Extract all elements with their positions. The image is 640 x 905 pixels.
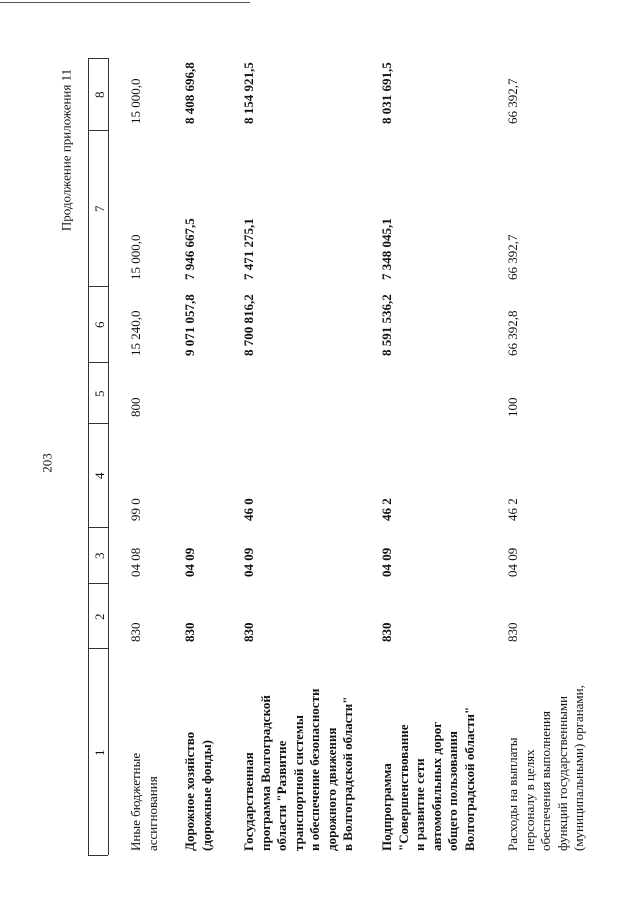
cell-col-6: 8 591 536,2 — [379, 294, 394, 356]
cell-col-6: 66 392,8 — [505, 310, 520, 356]
header-column-separator — [88, 527, 108, 528]
cell-col-7: 7 348 045,1 — [379, 218, 394, 280]
cell-col-3: 04 09 — [505, 547, 520, 577]
header-column-separator — [88, 58, 108, 59]
column-header-8: 8 — [92, 91, 107, 98]
cell-col-7: 7 946 667,5 — [182, 218, 197, 280]
header-column-separator — [88, 648, 108, 649]
cell-col-8: 15 000,0 — [128, 78, 143, 124]
cell-col-4: 46 2 — [505, 498, 520, 521]
header-column-separator — [88, 855, 108, 856]
header-column-separator — [88, 423, 108, 424]
cell-col-6: 9 071 057,8 — [182, 294, 197, 356]
column-header-7: 7 — [92, 205, 107, 212]
cell-col-8: 8 408 696,8 — [182, 62, 197, 124]
header-divider — [108, 58, 109, 855]
header-column-separator — [88, 583, 108, 584]
cell-col-6: 8 700 816,2 — [241, 294, 256, 356]
cell-col-2: 830 — [379, 622, 394, 642]
cell-col-2: 830 — [182, 622, 197, 642]
column-header-6: 6 — [92, 321, 107, 328]
column-header-5: 5 — [92, 390, 107, 397]
cell-col-3: 04 09 — [379, 547, 394, 577]
cell-col-8: 66 392,7 — [505, 78, 520, 124]
cell-col-3: 04 08 — [128, 547, 143, 577]
column-header-3: 3 — [92, 552, 107, 559]
cell-col-4: 99 0 — [128, 498, 143, 521]
row-name: Подпрограмма "Совершенствование и развитие сети автомобильных дорог общего пользования Волгоградской области" — [379, 706, 477, 851]
cell-col-2: 830 — [128, 622, 143, 642]
cell-col-4: 46 0 — [241, 498, 256, 521]
cell-col-7: 66 392,7 — [505, 234, 520, 280]
page-number: 203 — [39, 453, 55, 473]
cell-col-5: 800 — [128, 397, 143, 417]
cell-col-2: 830 — [241, 622, 256, 642]
cell-col-6: 15 240,0 — [128, 310, 143, 356]
cell-col-8: 8 031 691,5 — [379, 62, 394, 124]
cell-col-3: 04 09 — [182, 547, 197, 577]
cell-col-5: 100 — [505, 397, 520, 417]
column-header-2: 2 — [92, 613, 107, 620]
header-column-separator — [88, 286, 108, 287]
row-name: Расходы на выплаты персоналу в целях обеспечения выполнения функций государственными (муниципальными) органами, — [505, 685, 586, 851]
header-column-separator — [88, 362, 108, 363]
cell-col-7: 7 471 275,1 — [241, 218, 256, 280]
cell-col-3: 04 09 — [241, 547, 256, 577]
column-header-4: 4 — [92, 472, 107, 479]
cell-col-8: 8 154 921,5 — [241, 62, 256, 124]
row-name: Государственная программа Волгоградской области "Развитие транспортной системы и обеспечение безопасности дорожного движения в Волгоградской области" — [241, 688, 355, 851]
row-name: Дорожное хозяйство (дорожные фонды) — [182, 731, 214, 851]
cell-col-4: 46 2 — [379, 498, 394, 521]
header-column-separator — [88, 130, 108, 131]
cell-col-7: 15 000,0 — [128, 234, 143, 280]
table-left-border — [88, 58, 89, 855]
cell-col-2: 830 — [505, 622, 520, 642]
top-rule — [0, 2, 250, 3]
row-name: Иные бюджетные ассигнования — [128, 752, 160, 851]
appendix-note: Продолжение приложения 11 — [58, 68, 74, 232]
column-header-1: 1 — [92, 749, 107, 756]
